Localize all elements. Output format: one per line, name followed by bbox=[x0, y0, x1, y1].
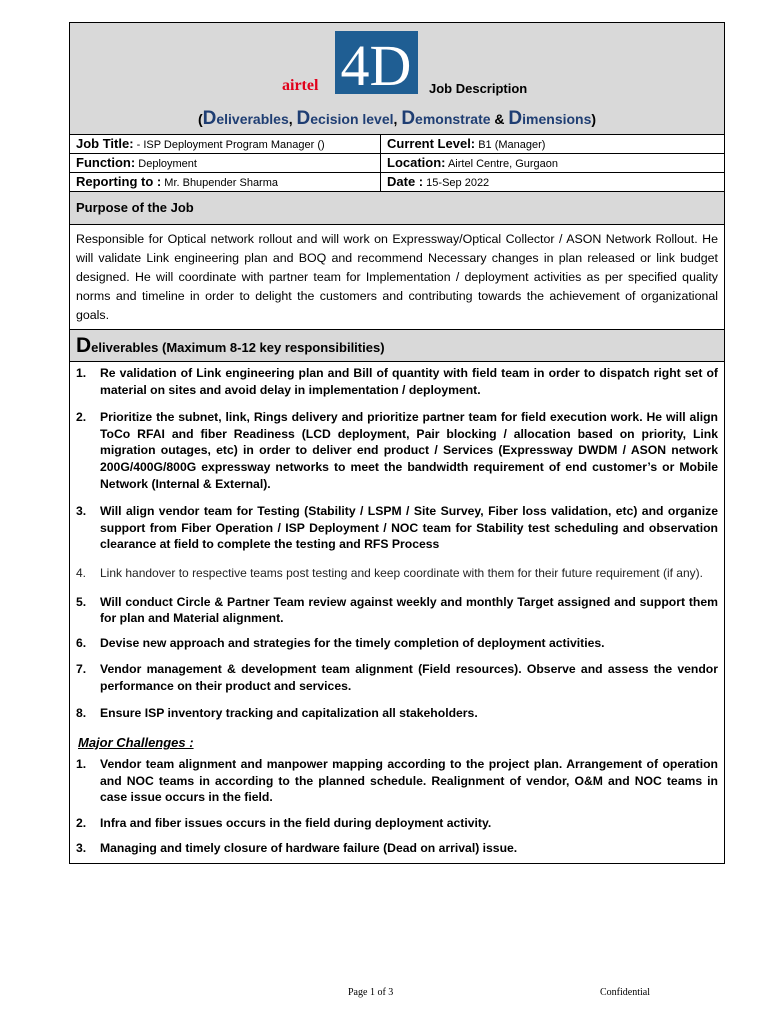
list-item-text: Will conduct Circle & Partner Team review against weekly and monthly Target assigned and support them for plan and Material alignment. bbox=[100, 594, 718, 626]
list-item-number: 5. bbox=[76, 594, 87, 609]
list-item-text: Ensure ISP inventory tracking and capitalization all stakeholders. bbox=[100, 705, 478, 720]
list-item bbox=[76, 840, 718, 857]
purpose-text: Responsible for Optical network rollout and will work on Expressway/Optical Collector / ASON Network Rollout. He will validate Link engineering plan and BOQ and recommend Necessary changes in plan released or link budget designed. He will coordinate with partner team for Implementation / deployment activities as per specified quality norms and timeline in order to delight the customers and contributing towards the achievement of organizational goals. bbox=[69, 225, 725, 330]
list-item-number: 3. bbox=[76, 504, 87, 519]
list-item-number: 3. bbox=[76, 841, 87, 856]
list-item-text: Vendor team alignment and manpower mapping according to the project plan. Arrangement of operation and NOC teams in according to the planned schedule. Realignment of vendor, O&M and NOC teams in case issue occurs in the field. bbox=[100, 757, 718, 805]
list-item-text: Devise new approach and strategies for the timely completion of deployment activities. bbox=[100, 635, 605, 650]
list-item-number: 7. bbox=[76, 662, 87, 677]
challenges-list bbox=[76, 756, 718, 857]
list-item bbox=[76, 815, 718, 832]
date-cell: Date : 15-Sep 2022 bbox=[381, 173, 724, 192]
reporting-to-cell: Reporting to : Mr. Bhupender Sharma bbox=[70, 173, 381, 192]
list-item bbox=[76, 635, 718, 652]
job-title-cell: Job Title: - ISP Deployment Program Manager () bbox=[70, 135, 381, 154]
list-item-number: 4. bbox=[76, 565, 87, 580]
list-item-text: Managing and timely closure of hardware failure (Dead on arrival) issue. bbox=[100, 841, 518, 856]
job-info-table bbox=[69, 135, 725, 192]
4d-logo-graphic bbox=[335, 31, 418, 94]
document-subtitle: (Deliverables, Decision level, Demonstrate & Dimensions) bbox=[197, 108, 597, 129]
list-item-text: Link handover to respective teams post testing and keep coordinate with them for their future requirement (if any). bbox=[100, 565, 703, 580]
location-cell: Location: Airtel Centre, Gurgaon bbox=[381, 154, 724, 173]
list-item-number: 2. bbox=[76, 815, 87, 830]
deliverables-body bbox=[69, 362, 725, 864]
list-item bbox=[76, 365, 718, 398]
list-item-number: 1. bbox=[76, 757, 87, 772]
list-item-text: Prioritize the subnet, link, Rings delivery and prioritize partner team for field execution work. He will align ToCo RFAI and fiber Readiness (LCD deployment, Pair blocking / allocation based on priority, Link migration outages, etc) in order to deliver end product / Services (Expressway DWDM / ASON network 200G/400G/800G expressway networks to meet the bandwidth requirement of end customer’s or Mobile Network (Internal & External). bbox=[100, 410, 718, 491]
brand-block bbox=[282, 31, 602, 96]
list-item-number: 2. bbox=[76, 410, 87, 425]
list-item bbox=[76, 503, 718, 553]
major-challenges-heading: Major Challenges : bbox=[78, 735, 194, 751]
document-header bbox=[69, 22, 725, 135]
4d-logo bbox=[335, 31, 418, 94]
list-item-number: 1. bbox=[76, 366, 87, 380]
list-item-text: Vendor management & development team alignment (Field resources). Observe and assess the vendor performance on their product and services. bbox=[100, 662, 718, 693]
list-item bbox=[76, 705, 718, 722]
airtel-brand-text: airtel bbox=[282, 77, 319, 94]
purpose-heading: Purpose of the Job bbox=[69, 192, 725, 225]
document-title: Job Description bbox=[429, 81, 528, 96]
list-item bbox=[76, 594, 718, 627]
job-description-page bbox=[69, 22, 725, 864]
list-item-text: Infra and fiber issues occurs in the field during deployment activity. bbox=[100, 815, 492, 830]
deliverables-heading: Deliverables (Maximum 8-12 key responsibilities) bbox=[69, 330, 725, 362]
list-item bbox=[76, 565, 718, 582]
list-item bbox=[76, 409, 718, 492]
page-number: Page 1 of 3 bbox=[348, 987, 394, 998]
list-item-number: 6. bbox=[76, 635, 87, 650]
function-cell: Function: Deployment bbox=[70, 154, 381, 173]
list-item bbox=[76, 661, 718, 694]
current-level-cell: Current Level: B1 (Manager) bbox=[381, 135, 724, 154]
deliverables-list bbox=[76, 365, 718, 721]
list-item-text: Will align vendor team for Testing (Stability / LSPM / Site Survey, Fiber loss validation, etc) and organize support from Fiber Operation / ISP Deployment / NOC team for Stability test scheduling and observation clearance at field to complete the testing and RFS Process bbox=[100, 504, 718, 552]
list-item bbox=[76, 756, 718, 806]
list-item-text: Re validation of Link engineering plan and Bill of quantity with field team in order to dispatch right set of material on sites and avoid delay in implementation / deployment. bbox=[100, 366, 718, 397]
list-item-number: 8. bbox=[76, 705, 87, 720]
confidential-label: Confidential bbox=[600, 987, 650, 998]
4d-logo-text: 4D bbox=[340, 33, 412, 94]
